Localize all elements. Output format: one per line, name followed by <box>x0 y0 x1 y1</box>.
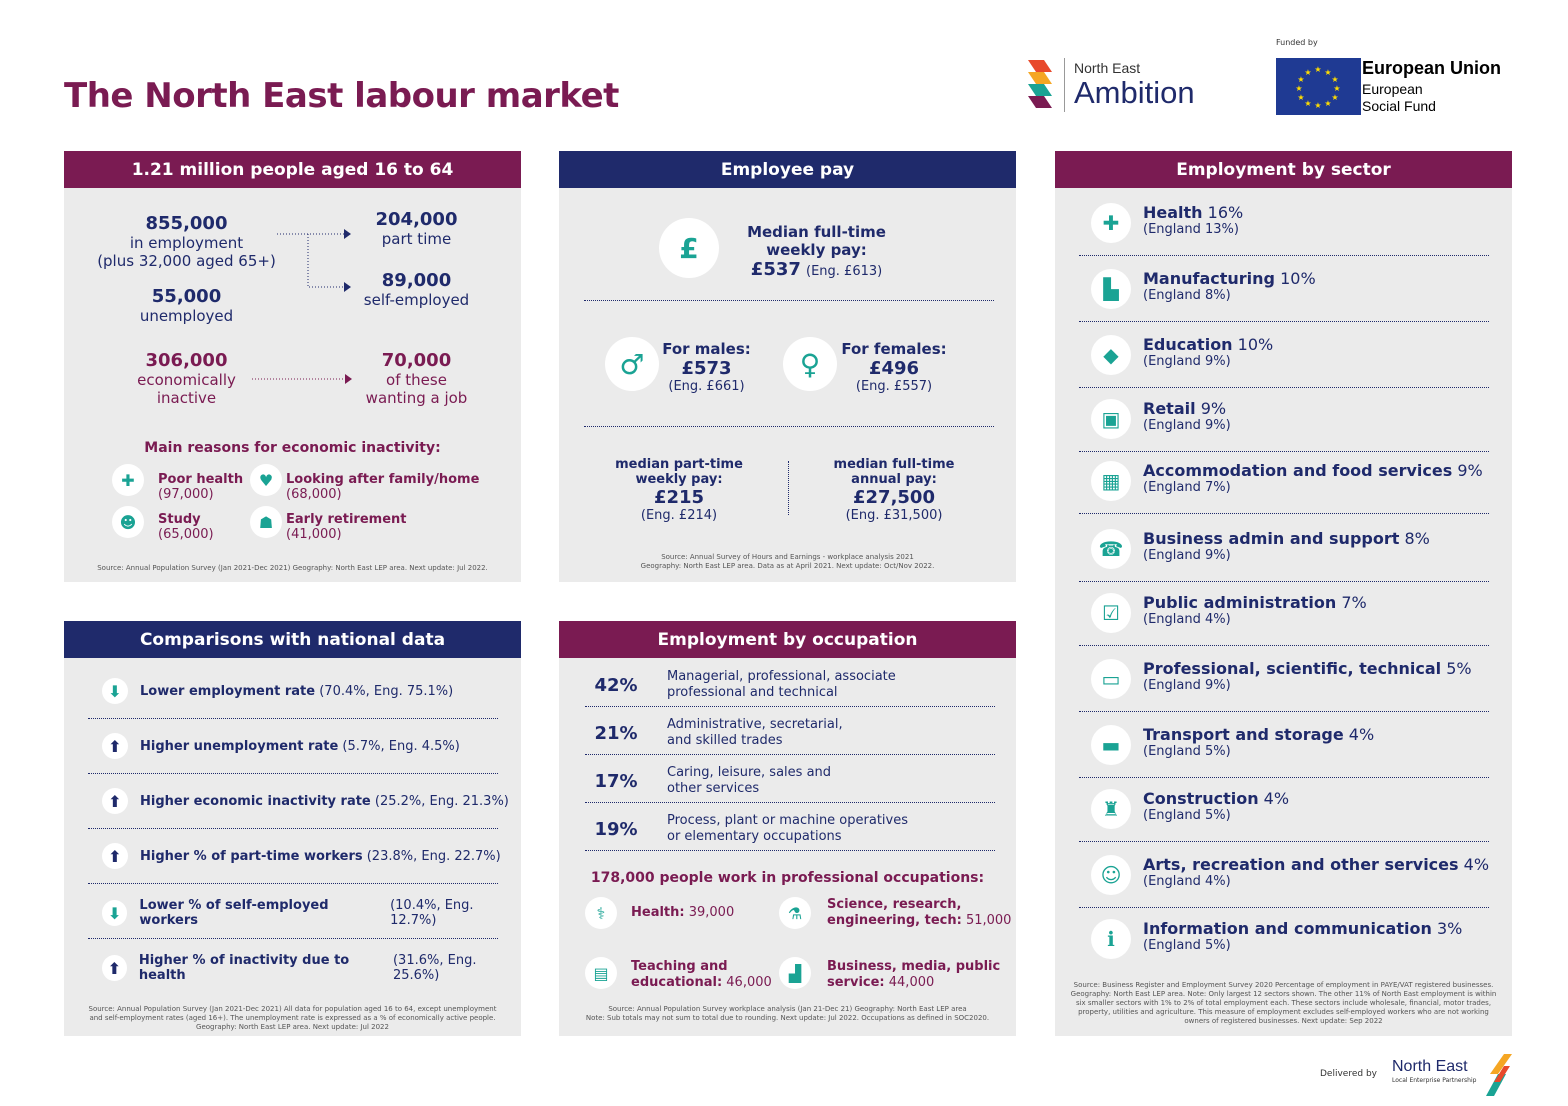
flow-arrows <box>274 223 354 293</box>
sector-percent: 16% <box>1207 203 1244 222</box>
occupation-percent: 17% <box>594 770 638 792</box>
svg-text:★: ★ <box>1304 68 1312 77</box>
divider <box>585 802 995 803</box>
doctor-icon: ⚕ <box>585 897 617 929</box>
arrow-up-icon: ⬆ <box>102 955 127 981</box>
occupation-item <box>585 813 995 845</box>
pay-source-1: Source: Annual Survey of Hours and Earnings - workplace analysis 2021 <box>661 553 914 561</box>
compare-panel <box>64 621 521 1036</box>
sector-england: (England 4%) <box>1143 874 1231 889</box>
prof-science-value: 51,000 <box>965 913 1012 928</box>
svg-text:★: ★ <box>1297 93 1305 102</box>
occupation-desc-1: Managerial, professional, associate <box>667 669 896 684</box>
compare-source: Source: Annual Population Survey (Jan 2021-Dec 2021) All data for population aged 16 to 64, except unemployment and self-employment rates (aged 16+). The unemployment rate is expressed as a % of economically active people. Geography: North East LEP area. Next update: Jul 2022 <box>88 1005 497 1031</box>
pay-source-2: Geography: North East LEP area. Data as at April 2021. Next update: Oct/Nov 2022. <box>640 562 935 570</box>
occupation-desc-2: other services <box>667 781 760 796</box>
sector-name: Public administration <box>1143 593 1337 612</box>
ambition-small-text: North East <box>1074 60 1141 76</box>
sector-item <box>1091 399 1501 439</box>
svg-text:★: ★ <box>1295 84 1303 93</box>
wanting-job-number: 70,000 <box>381 350 452 371</box>
sector-percent: 8% <box>1404 529 1430 548</box>
hard-hat-icon: ♜ <box>1091 789 1131 829</box>
median-weekly-eng: (Eng. £613) <box>806 264 883 279</box>
sector-name: Transport and storage <box>1143 725 1344 744</box>
employed-note: (plus 32,000 aged 65+) <box>97 252 276 270</box>
svg-text:★: ★ <box>1331 75 1339 84</box>
people-source: Source: Annual Population Survey (Jan 2021-Dec 2021) Geography: North East LEP area. Next update: Jul 2022. <box>97 564 488 572</box>
theatre-masks-icon: ☺ <box>1091 855 1131 895</box>
sector-england: (England 9%) <box>1143 418 1231 433</box>
eu-line2: European <box>1362 81 1423 97</box>
sector-item <box>1091 659 1501 699</box>
divider <box>88 718 498 719</box>
prof-teaching-label-1: Teaching and <box>631 959 728 974</box>
teacher-icon: ▤ <box>585 957 617 989</box>
divider <box>1079 255 1489 256</box>
occupation-header: Employment by occupation <box>559 621 1016 658</box>
svg-text:★: ★ <box>1331 93 1339 102</box>
sector-name: Accommodation and food services <box>1143 461 1453 480</box>
compare-header: Comparisons with national data <box>64 621 521 658</box>
divider <box>1079 387 1489 388</box>
sector-item <box>1091 529 1501 569</box>
comparison-value: (25.2%, Eng. 21.3%) <box>374 793 509 809</box>
divider <box>1079 451 1489 452</box>
comparison-label: Lower employment rate <box>140 683 316 699</box>
prof-health-value: 39,000 <box>688 905 735 920</box>
sector-england: (England 5%) <box>1143 744 1231 759</box>
sector-header: Employment by sector <box>1055 151 1512 188</box>
svg-text:★: ★ <box>1304 99 1312 108</box>
sector-england: (England 4%) <box>1143 612 1231 627</box>
divider <box>88 828 498 829</box>
reason-poor-health: Poor health <box>158 472 244 487</box>
occupation-desc-1: Process, plant or machine operatives <box>667 813 908 828</box>
females-label: For females: <box>841 340 947 358</box>
sector-percent: 9% <box>1200 399 1227 418</box>
sector-percent: 5% <box>1446 659 1472 678</box>
sector-percent: 9% <box>1457 461 1483 480</box>
divider <box>1079 321 1489 322</box>
divider <box>1079 777 1489 778</box>
occupation-desc-1: Administrative, secretarial, <box>667 717 843 732</box>
part-time-label: part time <box>381 230 452 248</box>
heart-plus-icon: ✚ <box>112 464 144 496</box>
inactive-number: 306,000 <box>145 350 228 371</box>
comparison-label: Higher unemployment rate <box>140 738 339 754</box>
sector-name: Business admin and support <box>1143 529 1400 548</box>
comparison-label: Higher % of part-time workers <box>140 848 363 864</box>
divider <box>88 883 498 884</box>
part-time-pay-label-1: median part-time <box>615 457 743 472</box>
median-weekly-label-1: Median full-time <box>747 223 886 241</box>
ambition-logo-mark-icon <box>1024 58 1056 112</box>
prof-teaching-value: 46,000 <box>726 975 772 990</box>
divider <box>1079 711 1489 712</box>
eu-line3: Social Fund <box>1362 98 1436 114</box>
arrow-up-icon: ⬆ <box>102 788 128 814</box>
sector-name: Arts, recreation and other services <box>1143 855 1459 874</box>
professional-title: 178,000 people work in professional occupations: <box>590 870 985 886</box>
svg-text:★: ★ <box>1333 84 1341 93</box>
hand-heart-icon: ♥ <box>250 464 282 496</box>
sector-item <box>1091 593 1501 633</box>
divider <box>88 773 498 774</box>
part-time-number: 204,000 <box>375 209 458 230</box>
lep-logo-subtext: Local Enterprise Partnership <box>1392 1077 1477 1084</box>
sector-percent: 7% <box>1341 593 1367 612</box>
sector-england: (England 9%) <box>1143 354 1231 369</box>
males-label: For males: <box>662 340 751 358</box>
sector-item <box>1091 461 1501 501</box>
males-eng: (Eng. £661) <box>668 379 745 394</box>
svg-text:★: ★ <box>1324 99 1332 108</box>
reason-poor-health-value: (97,000) <box>158 487 214 502</box>
divider <box>585 850 995 851</box>
factory-icon: ▙ <box>1091 269 1131 309</box>
sector-item <box>1091 789 1501 829</box>
heart-plus-icon: ✚ <box>1091 203 1131 243</box>
prof-business-label-1: Business, media, public <box>827 959 1001 974</box>
comparison-value: (10.4%, Eng. 12.7%) <box>390 898 474 928</box>
part-time-pay-label-2: weekly pay: <box>635 472 723 487</box>
divider <box>1079 841 1489 842</box>
headset-icon: ☎ <box>1091 529 1131 569</box>
female-icon: ♀ <box>783 337 837 391</box>
sector-england: (England 9%) <box>1143 548 1231 563</box>
females-eng: (Eng. £557) <box>855 379 933 394</box>
sector-england: (England 5%) <box>1143 808 1231 823</box>
prof-health-label: Health: <box>631 905 685 920</box>
sector-name: Health <box>1143 203 1203 222</box>
sector-panel <box>1055 151 1512 1036</box>
sector-england: (England 13%) <box>1143 222 1239 237</box>
retired-couple-icon: ☗ <box>250 506 282 538</box>
delivered-by-label: Delivered by <box>1320 1069 1377 1079</box>
sector-name: Construction <box>1143 789 1259 808</box>
reason-family-home: Looking after family/home <box>286 472 480 487</box>
part-time-pay-eng: (Eng. £214) <box>640 508 718 523</box>
svg-text:★: ★ <box>1297 75 1305 84</box>
sector-england: (England 5%) <box>1143 938 1231 953</box>
eu-stars-icon <box>1276 58 1361 115</box>
lep-logo-mark-icon <box>1484 1052 1512 1098</box>
occupation-desc-1: Caring, leisure, sales and <box>667 765 832 780</box>
comparison-item <box>102 788 509 814</box>
employed-number: 855,000 <box>145 213 228 234</box>
sector-england: (England 8%) <box>1143 288 1231 303</box>
wanting-job-label-1: of these <box>386 371 447 389</box>
arrow-up-icon: ⬆ <box>102 843 128 869</box>
sector-name: Manufacturing <box>1143 269 1275 288</box>
page-title: The North East labour market <box>64 76 619 116</box>
comparison-item <box>102 953 521 983</box>
sector-percent: 4% <box>1348 725 1375 744</box>
shopping-bag-icon: ▣ <box>1091 399 1131 439</box>
reason-study-value: (65,000) <box>158 527 214 542</box>
funded-by-label: Funded by <box>1276 38 1318 47</box>
employed-label: in employment <box>129 234 244 252</box>
ambition-big-text: Ambition <box>1074 75 1195 110</box>
sector-percent: 10% <box>1280 269 1316 288</box>
reason-early-retirement: Early retirement <box>286 512 407 527</box>
sector-name: Retail <box>1143 399 1196 418</box>
divider <box>1079 513 1489 514</box>
unemployed-number: 55,000 <box>151 286 222 307</box>
sector-item <box>1091 725 1501 765</box>
reason-early-retirement-value: (41,000) <box>286 527 342 542</box>
occupation-percent: 21% <box>594 722 638 744</box>
unemployed-label: unemployed <box>139 307 234 325</box>
speech-info-icon: ℹ <box>1091 919 1131 959</box>
prof-teaching-label-2: educational: <box>631 975 723 990</box>
occupation-source-1: Source: Annual Population Survey workplace analysis (Jan 21-Dec 21) Geography: North East LEP area <box>608 1005 967 1013</box>
sector-percent: 10% <box>1237 335 1274 354</box>
occupation-item <box>585 669 995 701</box>
comparison-label: Lower % of self-employed workers <box>139 898 329 928</box>
reason-study: Study <box>158 512 201 527</box>
arrow-up-icon: ⬆ <box>102 733 128 759</box>
people-header: 1.21 million people aged 16 to 64 <box>64 151 521 188</box>
occupation-panel <box>559 621 1016 1036</box>
svg-text:★: ★ <box>1314 101 1322 110</box>
annual-pay-eng: (Eng. £31,500) <box>845 508 943 523</box>
scientist-icon: ⚗ <box>779 897 811 929</box>
divider <box>1079 907 1489 908</box>
divider <box>1079 581 1489 582</box>
pay-header: Employee pay <box>559 151 1016 188</box>
arrow-down-icon: ⬇ <box>102 678 128 704</box>
male-icon: ♂ <box>605 337 659 391</box>
wanting-job-label-2: wanting a job <box>365 389 468 407</box>
sector-percent: 4% <box>1463 855 1490 874</box>
truck-icon: ▬ <box>1091 725 1131 765</box>
annual-pay-label-2: annual pay: <box>851 472 937 487</box>
comparison-item <box>102 898 521 928</box>
median-weekly-label-2: weekly pay: <box>766 241 867 259</box>
graduation-cap-icon: ◆ <box>1091 335 1131 375</box>
self-employed-number: 89,000 <box>381 270 452 291</box>
sector-source: Source: Business Register and Employment Survey 2020 Percentage of employment in PAYE/VAT registered businesses. Geography: North East LEP area. Note: Only largest 12 sectors shown. The other 11% of North East employment is within six smaller sectors with 1% to 2% of total employment each. These sectors include wholesale, financial, motor trades, property, utilities and agriculture. This measure of employment excludes self-employed workers who are not working owners of registered businesses. Next update: Sep 2022 <box>1070 981 1497 1025</box>
lep-logo-text: North East <box>1392 1058 1468 1075</box>
reasons-title: Main reasons for economic inactivity: <box>144 440 441 456</box>
reason-family-home-value: (68,000) <box>286 487 342 502</box>
comparison-value: (31.6%, Eng. 25.6%) <box>392 953 477 983</box>
sector-item <box>1091 335 1501 375</box>
females-value: £496 <box>868 358 920 379</box>
comparison-item <box>102 678 453 704</box>
business-growth-icon: ▟ <box>779 957 811 989</box>
sector-percent: 3% <box>1436 919 1463 938</box>
comparison-label: Higher economic inactivity rate <box>140 793 371 809</box>
annual-pay-label-1: median full-time <box>833 457 955 472</box>
divider <box>1079 645 1489 646</box>
svg-text:★: ★ <box>1314 65 1322 74</box>
comparison-item <box>102 843 501 869</box>
occupation-desc-2: and skilled trades <box>667 733 783 748</box>
prof-business-value: 44,000 <box>888 975 935 990</box>
occupation-percent: 42% <box>594 674 638 696</box>
divider <box>585 754 995 755</box>
sector-name: Education <box>1143 335 1233 354</box>
people-panel <box>64 151 521 582</box>
sector-item <box>1091 855 1501 895</box>
sector-england: (England 7%) <box>1143 480 1231 495</box>
clipboard-icon: ☑ <box>1091 593 1131 633</box>
prof-business-label-2: service: <box>827 975 885 990</box>
comparison-label: Higher % of inactivity due to health <box>138 953 350 983</box>
median-weekly-value: £537 <box>750 259 801 280</box>
sector-item <box>1091 269 1501 309</box>
laptop-icon: ▭ <box>1091 659 1131 699</box>
comparison-value: (70.4%, Eng. 75.1%) <box>319 683 454 699</box>
money-bag-icon: £ <box>659 218 719 278</box>
self-employed-label: self-employed <box>363 291 470 309</box>
annual-pay-value: £27,500 <box>853 487 935 508</box>
svg-text:★: ★ <box>1324 68 1332 77</box>
comparison-value: (5.7%, Eng. 4.5%) <box>342 738 460 754</box>
arrow-down-icon: ⬇ <box>102 900 127 926</box>
occupation-item <box>585 765 995 797</box>
prof-science-label-2: engineering, tech: <box>827 913 962 928</box>
occupation-percent: 19% <box>594 818 638 840</box>
inactive-label-1: economically <box>137 371 236 389</box>
males-value: £573 <box>681 358 732 379</box>
prof-science-label-1: Science, research, <box>827 897 962 912</box>
sector-item <box>1091 203 1501 243</box>
divider <box>88 938 498 939</box>
occupation-item <box>585 717 995 749</box>
sector-name: Professional, scientific, technical <box>1143 659 1442 678</box>
occupation-desc-2: or elementary occupations <box>667 829 842 844</box>
comparison-value: (23.8%, Eng. 22.7%) <box>366 848 501 864</box>
part-time-pay-value: £215 <box>653 487 705 508</box>
pay-panel <box>559 151 1016 582</box>
divider <box>585 706 995 707</box>
occupation-source-2: Note: Sub totals may not sum to total due to rounding. Next update: Jul 2022. Occupations as defined in SOC2020. <box>585 1014 990 1022</box>
sector-name: Information and communication <box>1143 919 1432 938</box>
inactive-label-2: inactive <box>156 389 217 407</box>
comparison-item <box>102 733 460 759</box>
eu-title: European Union <box>1362 58 1501 78</box>
north-east-ambition-logo <box>1024 58 1214 112</box>
occupation-desc-2: professional and technical <box>667 685 838 700</box>
student-book-icon: ☻ <box>112 506 144 538</box>
eu-flag <box>1276 58 1361 115</box>
sector-england: (England 9%) <box>1143 678 1231 693</box>
sector-percent: 4% <box>1263 789 1290 808</box>
hotel-icon: ▦ <box>1091 461 1131 501</box>
sector-item <box>1091 919 1501 959</box>
